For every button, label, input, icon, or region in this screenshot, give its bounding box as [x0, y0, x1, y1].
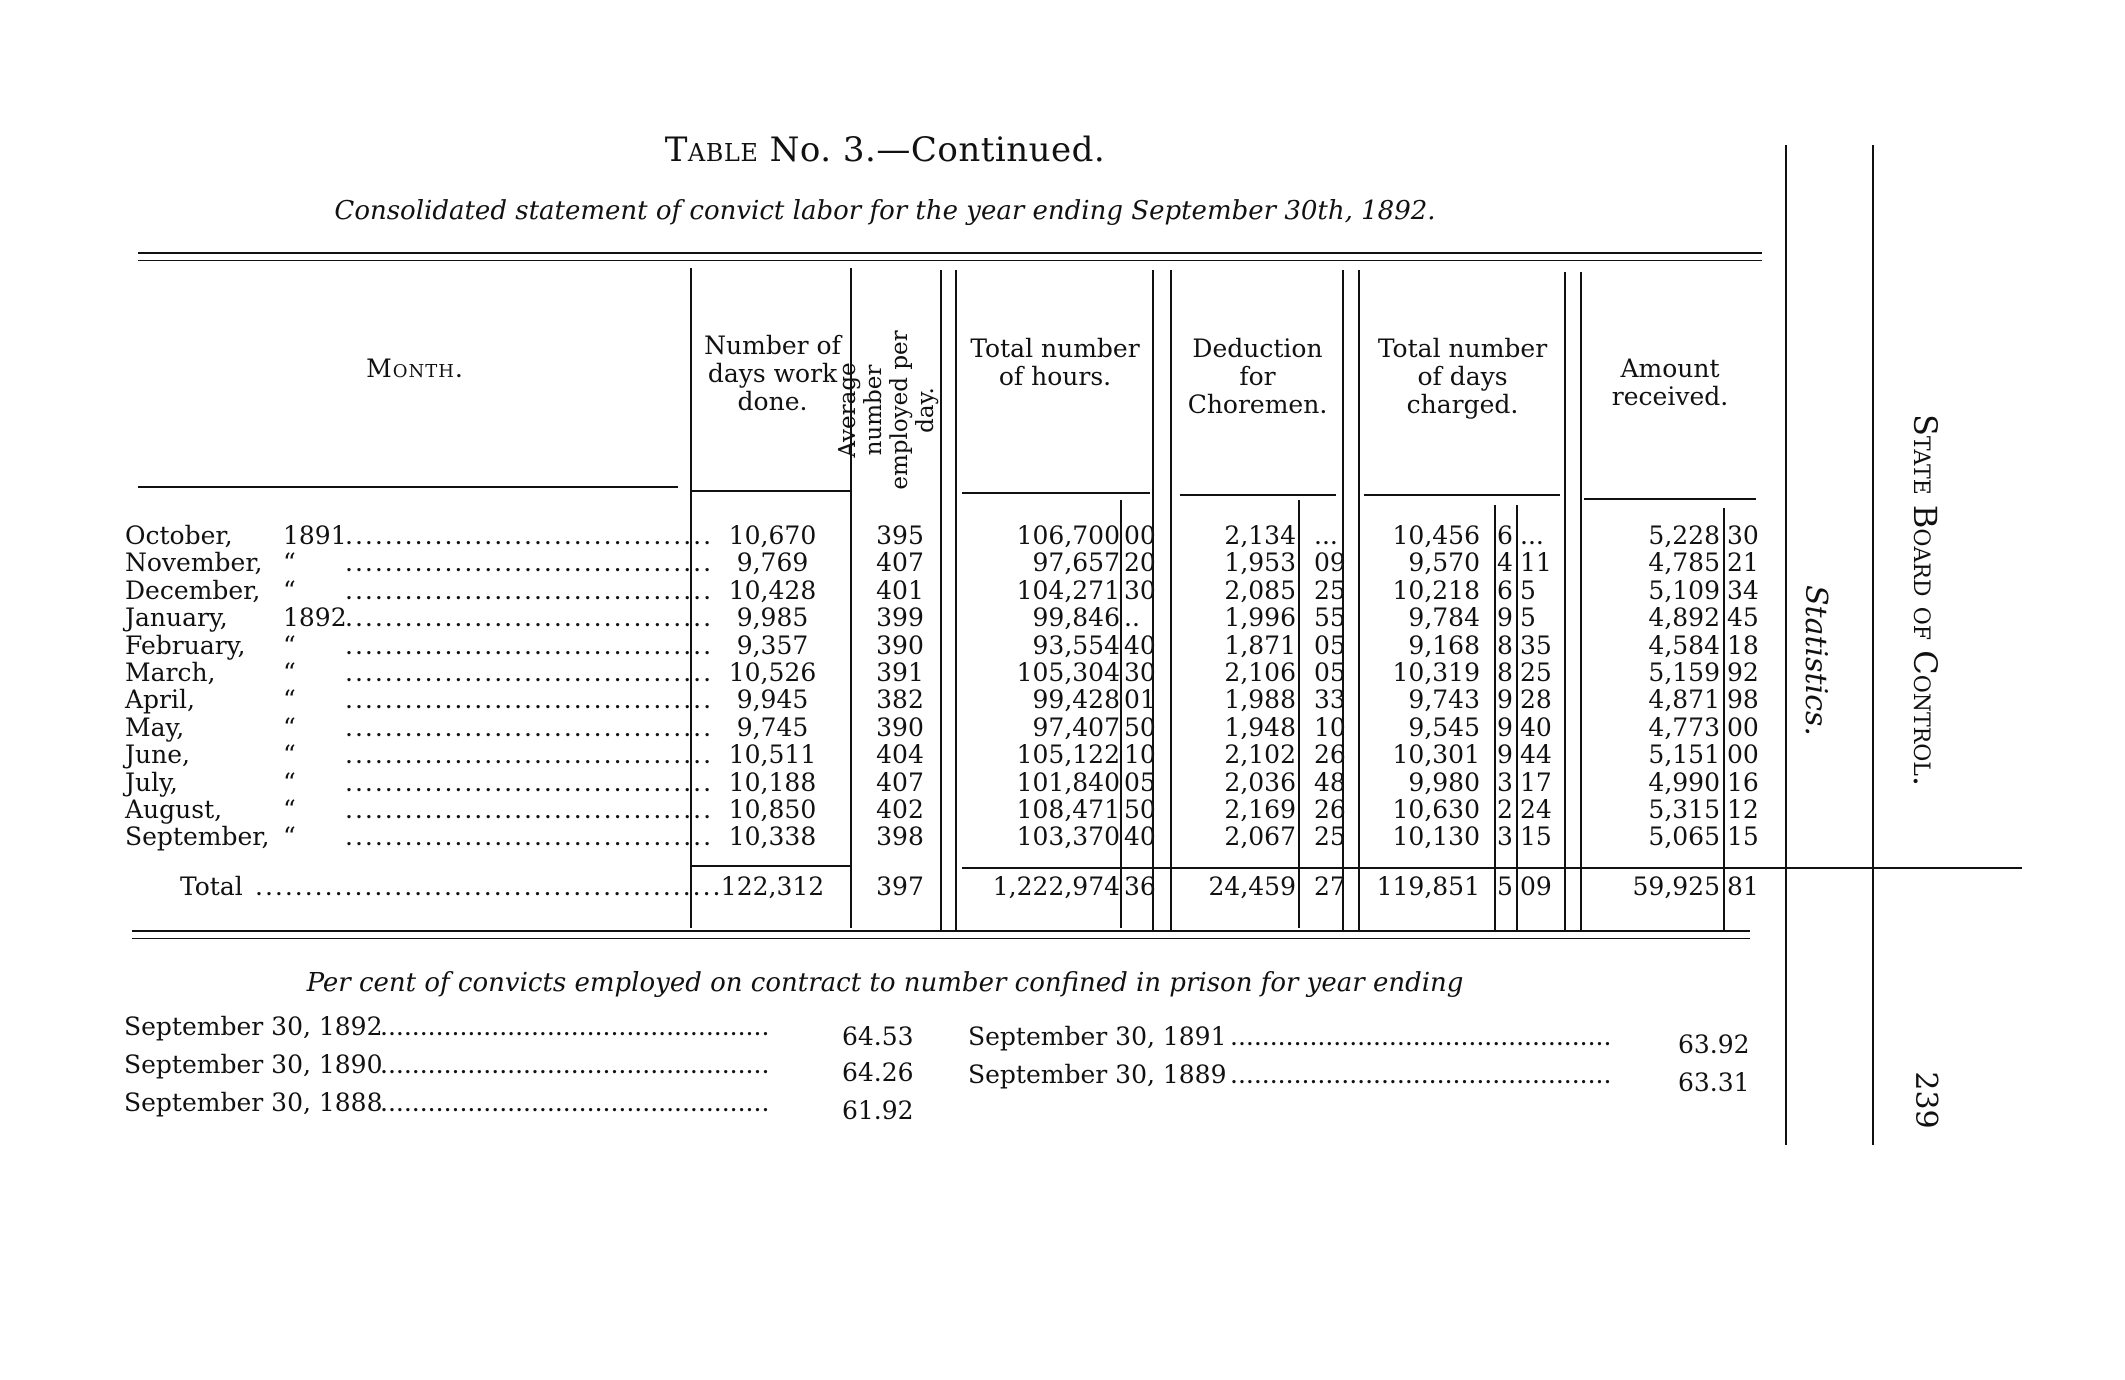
- row-avg: 398: [876, 822, 924, 852]
- table-subtitle: Consolidated statement of convict labor for the year ending September 30th, 1892.: [334, 196, 1436, 226]
- percent-label: September 30, 1892: [124, 1012, 383, 1041]
- row-charged-a: 6: [1497, 575, 1513, 605]
- row-hours: 99,846: [1032, 603, 1120, 633]
- row-charged: 10,130: [1392, 822, 1480, 852]
- row-charged: 9,784: [1408, 603, 1480, 633]
- row-hours-frac: 30: [1124, 575, 1156, 605]
- row-charged-a: 4: [1497, 548, 1513, 578]
- col-header-amount: Amount received.: [1611, 354, 1729, 411]
- row-year: “: [283, 767, 296, 797]
- table-row: [0, 796, 1770, 823]
- percent-label: September 30, 1888: [124, 1088, 383, 1117]
- row-charged-a: 6: [1497, 521, 1513, 550]
- total-charged: 119,851: [1376, 872, 1480, 901]
- row-hours: 104,271: [1016, 575, 1120, 605]
- leader-dots: .....................................: [345, 603, 714, 633]
- table-row: [0, 823, 1770, 850]
- row-year: “: [283, 712, 296, 742]
- row-ded: 2,067: [1224, 822, 1296, 852]
- table-row: [0, 577, 1770, 604]
- total-days: 122,312: [720, 872, 825, 901]
- row-charged-a: 9: [1497, 712, 1513, 742]
- row-amount: 5,151: [1648, 740, 1720, 770]
- table-row: [0, 714, 1770, 741]
- leader-dots: ...............................................: [255, 872, 723, 901]
- row-days: 9,985: [736, 603, 809, 633]
- row-month: September,: [125, 822, 270, 852]
- row-year: “: [283, 685, 296, 715]
- row-amount-cents: 00: [1727, 712, 1759, 742]
- row-avg: 382: [876, 685, 924, 715]
- row-ded-frac: 10: [1314, 712, 1346, 742]
- row-ded-frac: ...: [1314, 521, 1338, 550]
- percent-title: Per cent of convicts employed on contract to number confined in prison for year ending: [306, 968, 1464, 998]
- row-avg: 390: [876, 630, 924, 660]
- table-title: [0, 130, 1770, 170]
- row-hours: 106,700: [1016, 521, 1120, 550]
- row-ded-frac: 25: [1314, 822, 1346, 852]
- leader-dots: .....................................: [345, 575, 714, 605]
- row-hours: 97,407: [1032, 712, 1120, 742]
- row-month: November,: [125, 548, 263, 578]
- row-ded-frac: 55: [1314, 603, 1346, 633]
- row-amount-cents: 15: [1727, 822, 1759, 852]
- row-charged-b: 5: [1520, 575, 1536, 605]
- row-month: May,: [125, 712, 185, 742]
- row-charged-a: 2: [1497, 795, 1513, 824]
- row-charged: 9,743: [1408, 685, 1480, 715]
- row-days: 9,945: [736, 685, 809, 715]
- table-row: [0, 604, 1770, 631]
- row-charged-a: 9: [1497, 685, 1513, 715]
- row-ded: 1,871: [1224, 630, 1296, 660]
- row-amount-cents: 16: [1727, 767, 1759, 797]
- row-avg: 402: [876, 795, 924, 824]
- row-year: “: [283, 822, 296, 852]
- row-amount-cents: 21: [1727, 548, 1759, 578]
- row-hours-frac: 40: [1124, 630, 1156, 660]
- row-amount: 5,065: [1648, 822, 1720, 852]
- row-amount: 4,584: [1648, 630, 1720, 660]
- row-amount: 4,871: [1648, 685, 1720, 715]
- row-charged-b: 24: [1520, 795, 1552, 824]
- row-month: March,: [125, 658, 216, 687]
- leader-dots: .................................................: [380, 1050, 770, 1079]
- row-avg: 401: [876, 575, 924, 605]
- row-ded-frac: 25: [1314, 575, 1346, 605]
- row-hours-frac: 50: [1124, 712, 1156, 742]
- leader-dots: .....................................: [345, 548, 714, 578]
- leader-dots: ................................................: [1230, 1022, 1612, 1051]
- row-ded-frac: 05: [1314, 630, 1346, 660]
- row-hours-frac: 30: [1124, 658, 1156, 687]
- row-hours: 108,471: [1016, 795, 1120, 824]
- percent-value: 64.26: [842, 1058, 914, 1087]
- row-hours: 97,657: [1032, 548, 1120, 578]
- row-amount-cents: 92: [1727, 658, 1759, 687]
- row-month: October,: [125, 521, 233, 550]
- row-ded-frac: 09: [1314, 548, 1346, 578]
- row-ded: 1,988: [1224, 685, 1296, 715]
- row-month: August,: [125, 795, 223, 824]
- running-head: State Board of Control.: [1906, 413, 1944, 787]
- row-year: “: [283, 740, 296, 770]
- row-charged: 10,301: [1392, 740, 1480, 770]
- row-ded: 1,948: [1224, 712, 1296, 742]
- leader-dots: .....................................: [345, 740, 714, 770]
- row-charged: 9,570: [1408, 548, 1480, 578]
- row-ded: 1,996: [1224, 603, 1296, 633]
- row-days: 10,670: [728, 521, 817, 550]
- leader-dots: ................................................: [1230, 1060, 1612, 1089]
- col-header-deduction: Deduction for Choremen.: [1187, 334, 1328, 419]
- page-number: 239: [1908, 1071, 1943, 1129]
- leader-dots: .....................................: [345, 521, 714, 550]
- row-charged: 10,218: [1392, 575, 1480, 605]
- table-total-row: [0, 873, 1770, 900]
- leader-dots: .....................................: [345, 658, 714, 687]
- total-charged-a: 5: [1497, 872, 1513, 901]
- table-title-prefix: Table: [664, 130, 759, 170]
- row-charged-a: 8: [1497, 658, 1513, 687]
- row-hours: 99,428: [1032, 685, 1120, 715]
- row-days: 10,526: [728, 658, 817, 687]
- row-hours: 105,122: [1016, 740, 1120, 770]
- row-amount-cents: 12: [1727, 795, 1759, 824]
- percent-value: 64.53: [842, 1022, 914, 1051]
- percent-label: September 30, 1891: [968, 1022, 1227, 1051]
- total-amount: 59,925: [1632, 872, 1720, 901]
- row-charged: 9,168: [1408, 630, 1480, 660]
- total-hours: 1,222,974: [992, 872, 1120, 901]
- row-ded: 2,102: [1224, 740, 1296, 770]
- row-charged-b: 35: [1520, 630, 1552, 660]
- row-year: “: [283, 795, 296, 824]
- total-ded: 24,459: [1208, 872, 1296, 901]
- row-avg: 404: [876, 740, 924, 770]
- leader-dots: .....................................: [345, 822, 714, 852]
- row-days: 10,850: [728, 795, 817, 824]
- row-charged-b: 44: [1520, 740, 1552, 770]
- row-month: February,: [125, 630, 246, 660]
- row-ded-frac: 26: [1314, 795, 1346, 824]
- row-charged-b: 40: [1520, 712, 1552, 742]
- row-charged-a: 8: [1497, 630, 1513, 660]
- row-ded-frac: 26: [1314, 740, 1346, 770]
- row-ded-frac: 48: [1314, 767, 1346, 797]
- row-charged-b: 28: [1520, 685, 1552, 715]
- row-hours: 105,304: [1016, 658, 1120, 687]
- row-charged-b: 11: [1520, 548, 1552, 578]
- row-charged: 9,980: [1408, 767, 1480, 797]
- row-charged: 10,630: [1392, 795, 1480, 824]
- row-year: 1892: [283, 603, 347, 633]
- row-hours-frac: 20: [1124, 548, 1156, 578]
- row-hours: 103,370: [1016, 822, 1120, 852]
- row-year: “: [283, 548, 296, 578]
- leader-dots: .................................................: [380, 1088, 770, 1117]
- percent-value: 61.92: [842, 1096, 914, 1125]
- row-charged: 10,456: [1392, 521, 1480, 550]
- table-row: [0, 741, 1770, 768]
- percent-value: 63.31: [1678, 1068, 1750, 1097]
- row-ded: 2,134: [1224, 521, 1296, 550]
- leader-dots: .....................................: [345, 630, 714, 660]
- row-amount: 5,109: [1648, 575, 1720, 605]
- row-hours: 93,554: [1032, 630, 1120, 660]
- row-charged-b: 5: [1520, 603, 1536, 633]
- row-amount-cents: 18: [1727, 630, 1759, 660]
- table-title-rest: No. 3.—Continued.: [769, 130, 1106, 170]
- row-amount: 5,159: [1648, 658, 1720, 687]
- row-hours-frac: ..: [1124, 603, 1140, 633]
- row-amount-cents: 34: [1727, 575, 1759, 605]
- total-avg: 397: [876, 872, 924, 901]
- row-days: 9,745: [736, 712, 809, 742]
- table-row: [0, 659, 1770, 686]
- row-charged-a: 3: [1497, 767, 1513, 797]
- row-year: “: [283, 658, 296, 687]
- total-label: Total: [180, 872, 243, 901]
- row-avg: 395: [876, 521, 924, 550]
- row-amount-cents: 98: [1727, 685, 1759, 715]
- section-label: Statistics.: [1798, 585, 1833, 736]
- row-amount-cents: 00: [1727, 740, 1759, 770]
- leader-dots: .................................................: [380, 1012, 770, 1041]
- col-header-avg: Average number employed per day.: [835, 330, 939, 490]
- row-year: 1891: [283, 521, 347, 550]
- row-avg: 407: [876, 548, 924, 578]
- row-amount-cents: 30: [1727, 521, 1759, 550]
- row-charged-a: 3: [1497, 822, 1513, 852]
- row-charged-b: 15: [1520, 822, 1552, 852]
- row-days: 9,357: [736, 630, 809, 660]
- row-month: January,: [125, 603, 228, 633]
- row-amount: 4,773: [1648, 712, 1720, 742]
- row-hours-frac: 01: [1124, 685, 1156, 715]
- row-month: December,: [125, 575, 261, 605]
- row-ded: 2,036: [1224, 767, 1296, 797]
- row-avg: 399: [876, 603, 924, 633]
- table-row: [0, 549, 1770, 576]
- row-amount: 5,315: [1648, 795, 1720, 824]
- row-ded: 2,169: [1224, 795, 1296, 824]
- row-ded: 1,953: [1224, 548, 1296, 578]
- row-days: 10,188: [728, 767, 817, 797]
- row-month: July,: [125, 767, 178, 797]
- total-ded-frac: 27: [1314, 872, 1346, 901]
- table-row: [0, 522, 1770, 549]
- row-charged-a: 9: [1497, 740, 1513, 770]
- row-amount: 4,892: [1648, 603, 1720, 633]
- row-days: 10,511: [728, 740, 817, 770]
- row-charged: 10,319: [1392, 658, 1480, 687]
- col-header-charged: Total number of days charged.: [1377, 334, 1548, 419]
- total-hours-frac: 36: [1124, 872, 1156, 901]
- row-hours-frac: 00: [1124, 521, 1156, 550]
- row-year: “: [283, 630, 296, 660]
- margin-rule: [1785, 145, 1787, 1145]
- table-row: [0, 632, 1770, 659]
- col-header-hours: Total number of hours.: [970, 334, 1140, 391]
- row-avg: 390: [876, 712, 924, 742]
- row-days: 10,338: [728, 822, 817, 852]
- row-avg: 407: [876, 767, 924, 797]
- row-amount-cents: 45: [1727, 603, 1759, 633]
- row-month: June,: [125, 740, 190, 770]
- row-charged-b: 17: [1520, 767, 1552, 797]
- leader-dots: .....................................: [345, 795, 714, 824]
- row-hours-frac: 10: [1124, 740, 1156, 770]
- row-charged: 9,545: [1408, 712, 1480, 742]
- percent-value: 63.92: [1678, 1030, 1750, 1059]
- row-charged-a: 9: [1497, 603, 1513, 633]
- row-avg: 391: [876, 658, 924, 687]
- row-days: 9,769: [736, 548, 809, 578]
- leader-dots: .....................................: [345, 685, 714, 715]
- row-amount: 4,990: [1648, 767, 1720, 797]
- row-ded: 2,085: [1224, 575, 1296, 605]
- percent-label: September 30, 1889: [968, 1060, 1227, 1089]
- row-hours: 101,840: [1016, 767, 1120, 797]
- row-ded-frac: 05: [1314, 658, 1346, 687]
- row-charged-b: ...: [1520, 521, 1544, 550]
- row-month: April,: [125, 685, 195, 715]
- row-hours-frac: 50: [1124, 795, 1156, 824]
- table-row: [0, 769, 1770, 796]
- total-charged-b: 09: [1520, 872, 1552, 901]
- margin-rule: [1872, 145, 1874, 1145]
- col-header-month: Month.: [366, 354, 464, 383]
- table-row: [0, 686, 1770, 713]
- row-days: 10,428: [728, 575, 817, 605]
- percent-label: September 30, 1890: [124, 1050, 383, 1079]
- row-hours-frac: 40: [1124, 822, 1156, 852]
- row-ded: 2,106: [1224, 658, 1296, 687]
- row-year: “: [283, 575, 296, 605]
- row-amount: 5,228: [1648, 521, 1720, 550]
- leader-dots: .....................................: [345, 712, 714, 742]
- total-amount-cents: 81: [1727, 872, 1759, 901]
- row-ded-frac: 33: [1314, 685, 1346, 715]
- row-charged-b: 25: [1520, 658, 1552, 687]
- row-amount: 4,785: [1648, 548, 1720, 578]
- col-header-days: Number of days work done.: [704, 331, 841, 416]
- row-hours-frac: 05: [1124, 767, 1156, 797]
- leader-dots: .....................................: [345, 767, 714, 797]
